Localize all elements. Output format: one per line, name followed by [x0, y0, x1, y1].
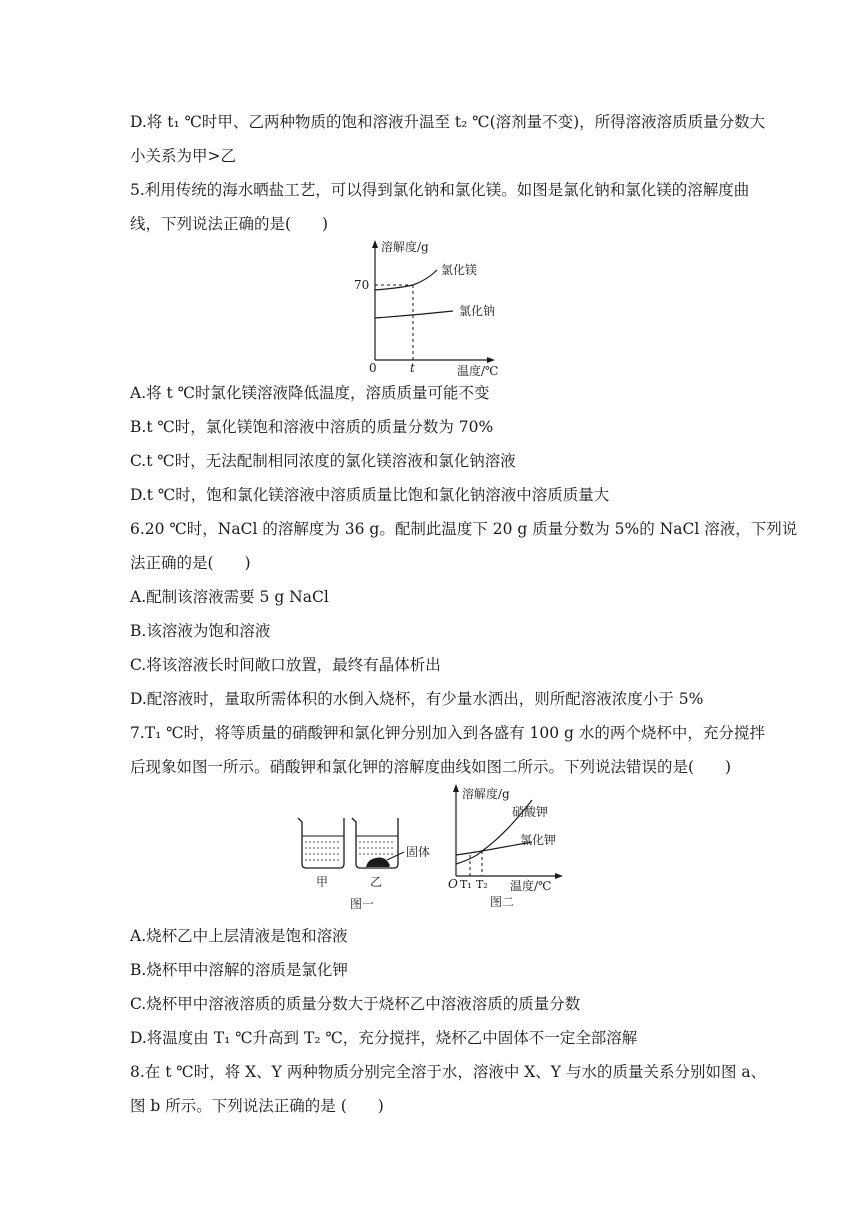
- solid-precipitate: [366, 858, 390, 868]
- solid-label: 固体: [406, 845, 431, 859]
- figure-one-caption: 图一: [350, 897, 375, 910]
- magnesium-chloride-curve: [375, 270, 437, 290]
- y-tick-70: 70: [354, 278, 370, 292]
- q6-option-b: B.该溶液为饱和溶液: [130, 622, 271, 640]
- q7-stem-line2: 后现象如图一所示。硝酸钾和氯化钾的溶解度曲线如图二所示。下列说法错误的是( ): [130, 758, 732, 776]
- x-axis-label: 温度/℃: [457, 364, 499, 376]
- origin-label: 0: [369, 361, 377, 375]
- y-axis-label: 溶解度/g: [381, 240, 429, 254]
- q6-option-c: C.将该溶液长时间敞口放置，最终有晶体析出: [130, 656, 441, 674]
- q7-stem-line1: 7.T₁ ℃时，将等质量的硝酸钾和氯化钾分别加入到各盛有 100 g 水的两个烧杯中，充分搅拌: [130, 724, 765, 742]
- figure-two-caption: 图二: [490, 895, 515, 909]
- q7-figure-one-beakers: [290, 812, 440, 910]
- q5-stem-line1: 5.利用传统的海水晒盐工艺，可以得到氯化钠和氯化镁。如图是氯化钠和氯化镁的溶解度曲: [130, 181, 750, 199]
- t2-tick: T₂: [476, 878, 488, 891]
- q8-stem-line1: 8.在 t ℃时，将 X、Y 两种物质分别完全溶于水，溶液中 X、Y 与水的质量关系分别如图 a、: [130, 1063, 767, 1081]
- beaker-a-label: 甲: [316, 875, 329, 889]
- curve-label-mgcl2: 氯化镁: [441, 263, 478, 277]
- sodium-chloride-curve: [375, 311, 453, 318]
- curve-label-kno3: 硝酸钾: [512, 805, 549, 819]
- q5-option-d: D.t ℃时，饱和氯化镁溶液中溶质质量比饱和氯化钠溶液中溶质质量大: [130, 486, 610, 504]
- q7-option-c: C.烧杯甲中溶液溶质的质量分数大于烧杯乙中溶液溶质的质量分数: [130, 995, 581, 1013]
- y-axis-label-2: 溶解度/g: [462, 787, 510, 801]
- beaker-b-label: 乙: [370, 875, 383, 889]
- curve-label-nacl: 氯化钠: [459, 304, 496, 318]
- q7-option-b: B.烧杯甲中溶解的溶质是氯化钾: [130, 961, 348, 979]
- q5-stem-line2: 线，下列说法正确的是( ): [130, 215, 329, 233]
- q6-option-a: A.配制该溶液需要 5 g NaCl: [130, 588, 329, 606]
- q4-option-d-line1: D.将 t₁ ℃时甲、乙两种物质的饱和溶液升温至 t₂ ℃(溶剂量不变)，所得溶液溶质质量分数大: [130, 113, 766, 131]
- x-tick-t: t: [410, 361, 415, 375]
- x-axis-label-2: 温度/℃: [510, 879, 552, 893]
- origin-label-2: O: [448, 877, 458, 891]
- q5-option-c: C.t ℃时，无法配制相同浓度的氯化镁溶液和氯化钠溶液: [130, 452, 516, 470]
- q5-solubility-chart: [345, 236, 515, 376]
- q7-option-a: A.烧杯乙中上层清液是饱和溶液: [130, 927, 348, 945]
- q5-option-b: B.t ℃时，氯化镁饱和溶液中溶质的质量分数为 70%: [130, 418, 494, 436]
- q6-stem-line2: 法正确的是( ): [130, 554, 251, 572]
- q6-stem-line1: 6.20 ℃时，NaCl 的溶解度为 36 g。配制此温度下 20 g 质量分数为 5%的 NaCl 溶液，下列说: [130, 520, 798, 538]
- q4-option-d-line2: 小关系为甲>乙: [130, 147, 236, 165]
- q6-option-d: D.配溶液时，量取所需体积的水倒入烧杯，有少量水洒出，则所配溶液浓度小于 5%: [130, 690, 704, 708]
- q7-option-d: D.将温度由 T₁ ℃升高到 T₂ ℃，充分搅拌，烧杯乙中固体不一定全部溶解: [130, 1029, 638, 1047]
- t1-tick: T₁: [460, 878, 472, 891]
- q8-stem-line2: 图 b 所示。下列说法正确的是 ( ): [130, 1097, 384, 1115]
- q5-option-a: A.将 t ℃时氯化镁溶液降低温度，溶质质量可能不变: [130, 384, 490, 402]
- q7-figure-two-solubility-chart: [440, 780, 590, 910]
- curve-label-kcl: 氯化钾: [520, 833, 557, 847]
